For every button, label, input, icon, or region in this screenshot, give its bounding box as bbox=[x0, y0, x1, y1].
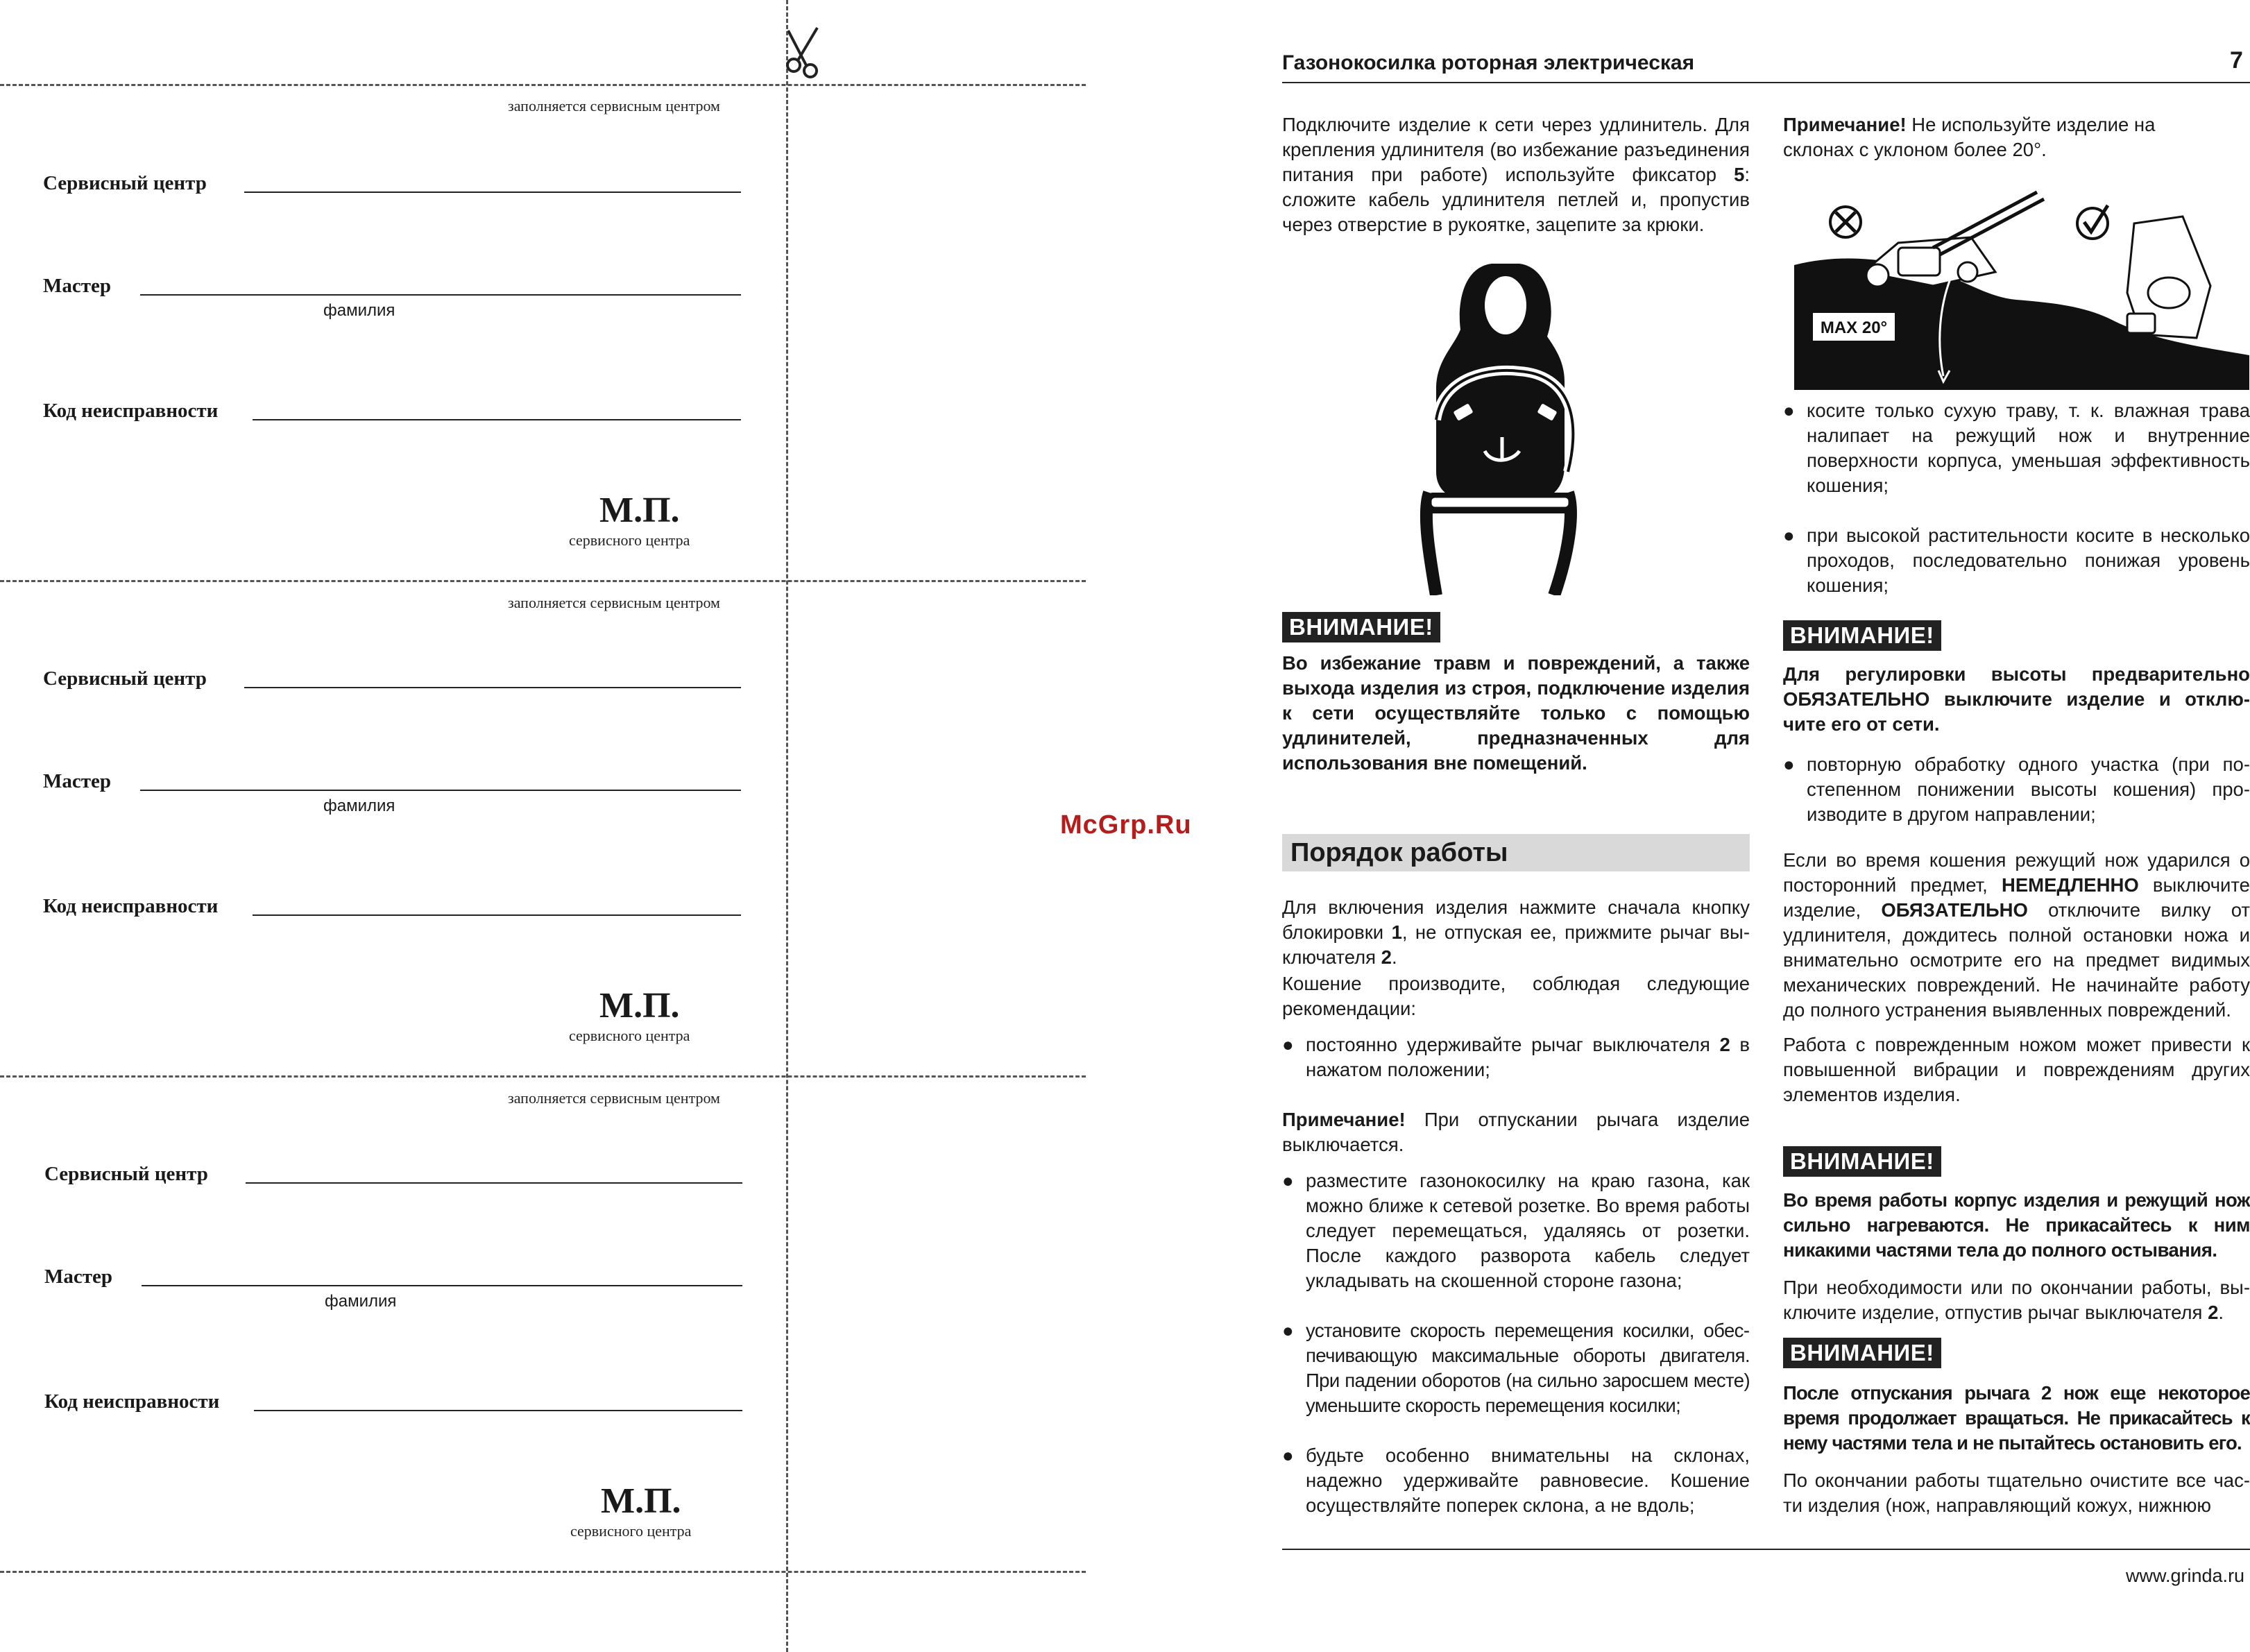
fault-code-label: Код неисправности bbox=[43, 400, 219, 422]
note: Примечание! При отпускании рычага изделие выключается. bbox=[1282, 1109, 1750, 1155]
stamp-caption: сервисного центра bbox=[569, 531, 690, 549]
list-item: ● повторную обработку одного участка (при постепенном понижении высоты кошения) производите в другом направлении; bbox=[1783, 753, 2250, 825]
list-item: ● постоянно удерживайте рычаг выключателя 2 в нажатом положении; bbox=[1282, 1034, 1750, 1080]
stamp-mark: М.П. bbox=[601, 1481, 681, 1521]
cable-fixator-illustration bbox=[1415, 264, 1596, 595]
surname-caption: фамилия bbox=[323, 797, 395, 815]
surname-caption: фамилия bbox=[323, 301, 395, 320]
allowed-icon bbox=[2077, 205, 2108, 239]
warning-text-1: Во избежание травм и повреждений, а также выхода изделия из строя, подключение изделия к сети осуществляйте только с помощью удлинителей, предназначенных для использования вне помещений. bbox=[1282, 652, 1750, 774]
forbidden-icon bbox=[1830, 207, 1861, 237]
fault-code-label: Код неисправности bbox=[43, 895, 219, 917]
filled-by-note: заполняется сервисным центром bbox=[508, 97, 720, 114]
fault-code-field[interactable] bbox=[253, 419, 741, 420]
scissors-icon bbox=[783, 24, 831, 86]
list-item: ● разместите газонокосилку на краю газона, как можно ближе к сетевой розетке. Во время работы следует перемещаться, удаляясь от розетки. После каждого разворота кабель следует укладывать на скошенной стороне газона; bbox=[1282, 1170, 1750, 1291]
fault-code-field[interactable] bbox=[253, 914, 741, 916]
warning-text-4: После отпускания рычага 2 нож еще некоторое время продолжает вращаться. Не прикасайтесь к нему частями тела и не пытайтесь остановить его. bbox=[1783, 1382, 2250, 1454]
recommendations-intro: Кошение производите, соблюдая следующие рекомендации: bbox=[1282, 973, 1750, 1019]
stamp-caption: сервисного центра bbox=[569, 1027, 690, 1044]
fault-code-field[interactable] bbox=[254, 1410, 742, 1411]
master-label: Мастер bbox=[44, 1266, 112, 1288]
cut-line-3 bbox=[0, 1075, 1086, 1078]
cut-line-1 bbox=[0, 84, 1086, 86]
stamp-mark: М.П. bbox=[599, 491, 680, 530]
warning-badge-3: ВНИМАНИЕ! bbox=[1783, 1146, 1941, 1177]
stamp-caption: сервисного центра bbox=[570, 1522, 692, 1540]
list-item: ● установите скорость перемещения косилки, обеспечивающую максимальные обороты двигателя. При падении оборотов (на сильно заросшем месте) уменьшите скорость перемещения косилки; bbox=[1282, 1320, 1750, 1416]
cut-line-4 bbox=[0, 1571, 1086, 1573]
service-center-label: Сервисный центр bbox=[43, 667, 207, 690]
master-label: Мастер bbox=[43, 275, 111, 297]
slope-label: MAX 20° bbox=[1820, 318, 1888, 337]
footer-rule bbox=[1282, 1549, 2250, 1550]
section-title: Порядок работы bbox=[1282, 834, 1750, 871]
right-list-1 bbox=[1783, 398, 2250, 598]
page-title: Газонокосилка роторная электрическая bbox=[1282, 51, 1695, 74]
master-label: Мастер bbox=[43, 770, 111, 792]
start-instructions: Для включения изделия нажмите сначала кнопку блокировки 1, не отпуская ее, прижмите рычаг выключателя 2. Кошение производите, соблюдая следующие рекомендации: ● постоянно удерживайте рычаг выключателя 2 в нажатом положении; Примечание! При отпускании рычага изделие выключается. ● разместите газонокосилку на краю газона, как можно ближе к сетевой розетке. Во время работы следует перемещаться, удаляясь от розетки. После каждого разворота кабель следует укладывать на скошенной стороне газона; ● установите скорость перемещения косилки, обеспечивающую максимальные обороты двигателя. При падении оборотов (на сильно заросшем месте) уменьшите скорость перемещения косилки; ● будьте особенно внимательны на склонах, надежно удерживайте равновесие. Кошение осуществляйте поперек склона, а не вдоль; bbox=[1282, 895, 1750, 1518]
warning-text-3: Во время работы корпус изделия и режущий нож сильно нагреваются. Не прикасайтесь к ним никакими частями тела до полного остывания. bbox=[1783, 1189, 2250, 1261]
warning-badge-2: ВНИМАНИЕ! bbox=[1783, 620, 1941, 651]
damaged-blade-paragraph: Работа с поврежденным ножом может привести к повышенной вибрации и повреждениям других элементов изделия. bbox=[1783, 1034, 2250, 1105]
master-field[interactable] bbox=[140, 294, 741, 296]
header-rule bbox=[1282, 82, 2250, 83]
service-center-label: Сервисный центр bbox=[43, 172, 207, 194]
slope-illustration bbox=[1794, 189, 2249, 390]
warning-badge-4: ВНИМАНИЕ! bbox=[1783, 1338, 1941, 1368]
warning-text-2: Для регулировки высоты предварительно ОБЯЗАТЕЛЬНО выключите изделие и отключите его от сети. bbox=[1783, 663, 2250, 735]
filled-by-note: заполняется сервисным центром bbox=[508, 1089, 720, 1107]
service-center-field[interactable] bbox=[246, 1182, 742, 1184]
list-item: ● будьте особенно внимательны на склонах, надежно удерживайте равновесие. Кошение осуществляйте поперек склона, а не вдоль; bbox=[1282, 1445, 1750, 1516]
filled-by-note: заполняется сервисным центром bbox=[508, 594, 720, 611]
footer-url[interactable]: www.grinda.ru bbox=[2126, 1565, 2245, 1586]
fault-code-label: Код неисправности bbox=[44, 1390, 220, 1413]
list-item: ● при высокой растительности косите в несколько проходов, последовательно понижая уровень кошения; bbox=[1783, 525, 2250, 596]
switch-off-paragraph: При необходимости или по окончании работы, выключите изделие, отпустив рычаг выключателя 2. bbox=[1783, 1277, 2250, 1323]
master-field[interactable] bbox=[140, 790, 741, 791]
cut-line-2 bbox=[0, 580, 1086, 582]
intro-paragraph: Подключите изделие к сети через удлинитель. Для крепления удлинителя (во избежание разъединения питания при работе) используйте фиксатор 5: сложите кабель удлинителя петлей и, пропустив через отверстие в рукоятке, зацепите за крюки. bbox=[1282, 114, 1750, 235]
service-center-field[interactable] bbox=[244, 191, 741, 193]
cleaning-paragraph: По окончании работы тщательно очистите все части изделия (нож, направляющий кожух, нижнюю bbox=[1783, 1470, 2250, 1516]
service-center-label: Сервисный центр bbox=[44, 1163, 208, 1185]
stamp-mark: М.П. bbox=[599, 986, 680, 1025]
warning-badge-1: ВНИМАНИЕ! bbox=[1282, 612, 1440, 642]
service-center-field[interactable] bbox=[244, 687, 741, 688]
watermark-text: McGrp.Ru bbox=[1060, 810, 1192, 840]
surname-caption: фамилия bbox=[325, 1292, 397, 1311]
list-item: ● косите только сухую траву, т. к. влажная трава налипает на режущий нож и внутренние поверхности корпуса, уменьшая эффективность кошения; bbox=[1783, 400, 2250, 496]
page-number: 7 bbox=[2230, 47, 2243, 74]
right-list-2 bbox=[1783, 752, 2250, 827]
vertical-cut-line bbox=[786, 0, 788, 1652]
slope-note: Примечание! Не используйте изделие на склонах с уклоном более 20°. bbox=[1783, 114, 2156, 160]
impact-paragraph: Если во время кошения режущий нож ударился о посторонний предмет, НЕМЕДЛЕННО выключите изделие, ОБЯЗАТЕЛЬНО отключите вилку от удлинителя, дождитесь полной остановки ножа и внимательно осмотрите его на предмет видимых механических повреждений. Не начинайте работу до полного устранения выявленных повреждений. Работа с поврежденным ножом может привести к повышенной вибрации и повреждениям других элементов изделия. bbox=[1783, 848, 2250, 1107]
master-field[interactable] bbox=[142, 1285, 742, 1286]
